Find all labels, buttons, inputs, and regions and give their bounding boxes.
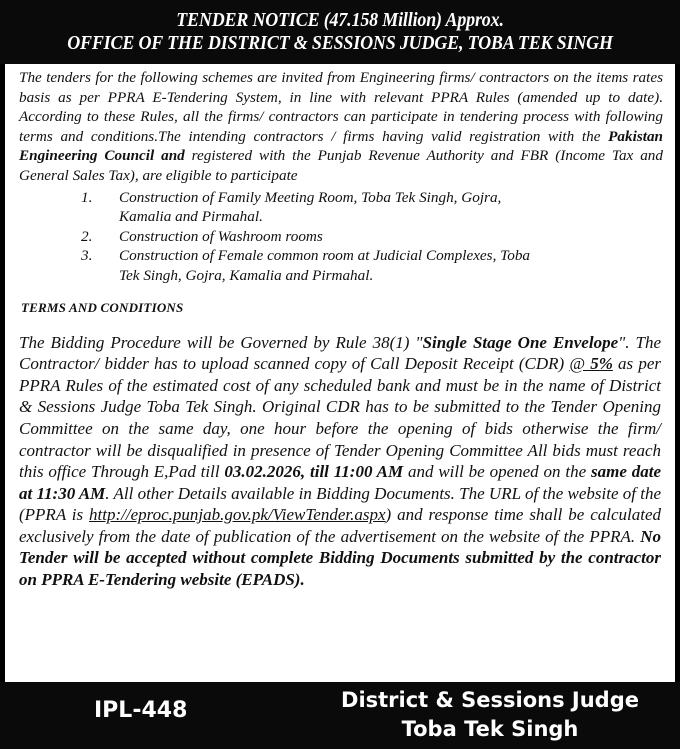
intro-text-end: registered with the Punjab Revenue Authority and FBR (Income Tax and General Sales Tax), are eligible to participate xyxy=(19,147,663,184)
signatory-location: Toba Tek Singh xyxy=(401,717,579,741)
intro-paragraph xyxy=(19,68,663,186)
list-item xyxy=(19,246,663,285)
intro-text: The tenders for the following schemes are invited from Engineering firms/ contractors on the items rates basis as per PPRA E-Tendering System, in line with relevant PPRA Rules (amended up to date). According to these Rules, all the firms/ contractors can participate in tendering process with following terms and conditions.The intending contractors / firms having valid registration with the xyxy=(19,69,663,145)
list-item xyxy=(19,188,663,227)
notice-header xyxy=(0,0,680,64)
schemes-list xyxy=(19,188,663,286)
terms-text: ". The Contractor/ bidder has to upload scanned copy of Call Deposit Receipt (CDR) xyxy=(19,332,662,374)
item-text: Construction of Family Meeting Room, Toba Tek Singh, Gojra, Kamalia and Pirmahal. xyxy=(119,188,502,226)
signatory xyxy=(330,686,650,744)
item-number: 2. xyxy=(81,227,93,245)
opening-time: same date at 11:30 AM xyxy=(19,462,661,503)
cdr-percent: 5% xyxy=(585,354,613,374)
terms-text: The Bidding Procedure will be Governed by Rule 38(1) " xyxy=(19,332,423,352)
cdr-rate xyxy=(569,354,612,373)
terms-text: ) and response time shall be calculated exclusively from the date of publication of the advertisement on the website of the PPRA. xyxy=(19,505,662,546)
deadline: 03.02.2026, till 11:00 AM xyxy=(224,462,404,482)
notice-title: TENDER NOTICE (47.158 Million) Approx. xyxy=(176,9,504,31)
notice-body xyxy=(5,64,675,682)
ppra-url-link[interactable]: http://eproc.punjab.gov.pk/ViewTender.aspx xyxy=(89,505,386,525)
terms-text: . All other Details available in Bidding Documents. The URL of the website of the (PPRA is xyxy=(19,483,661,525)
procedure-type: Single Stage One Envelope xyxy=(422,332,619,352)
ipl-reference: IPL-448 xyxy=(94,698,188,723)
terms-text: as per PPRA Rules of the estimated cost of any scheduled bank and must be in the name of District & Sessions Judge Toba Tek Singh. Original CDR has to be submitted to the Tender Opening Committee on the same day, one hour before the opening of bids otherwise the firm/ contractor will be disqualified in presence of Tender Opening Committee All bids must reach this office Through E,Pad till xyxy=(19,354,661,482)
item-number: 1. xyxy=(81,188,93,206)
terms-text: and will be opened on the xyxy=(403,462,591,482)
item-number: 3. xyxy=(81,247,93,265)
notice-footer xyxy=(0,682,680,749)
terms-heading: TERMS AND CONDITIONS xyxy=(21,299,184,315)
list-item xyxy=(19,227,663,247)
item-text: Construction of Washroom rooms xyxy=(119,227,323,245)
warning-text: No Tender will be accepted without complete Bidding Documents submitted by the contractor on PPRA E-Tendering website (EPADS). xyxy=(19,526,661,590)
office-title: OFFICE OF THE DISTRICT & SESSIONS JUDGE, TOBA TEK SINGH xyxy=(67,32,613,54)
terms-paragraph xyxy=(19,332,661,591)
signatory-title: District & Sessions Judge xyxy=(341,688,639,712)
at-sign: @ xyxy=(569,354,586,374)
item-text: Construction of Female common room at Judicial Complexes, Toba Tek Singh, Gojra, Kamalia and Pirmahal. xyxy=(119,247,531,284)
intro-bold: Pakistan Engineering Council and xyxy=(19,127,663,165)
